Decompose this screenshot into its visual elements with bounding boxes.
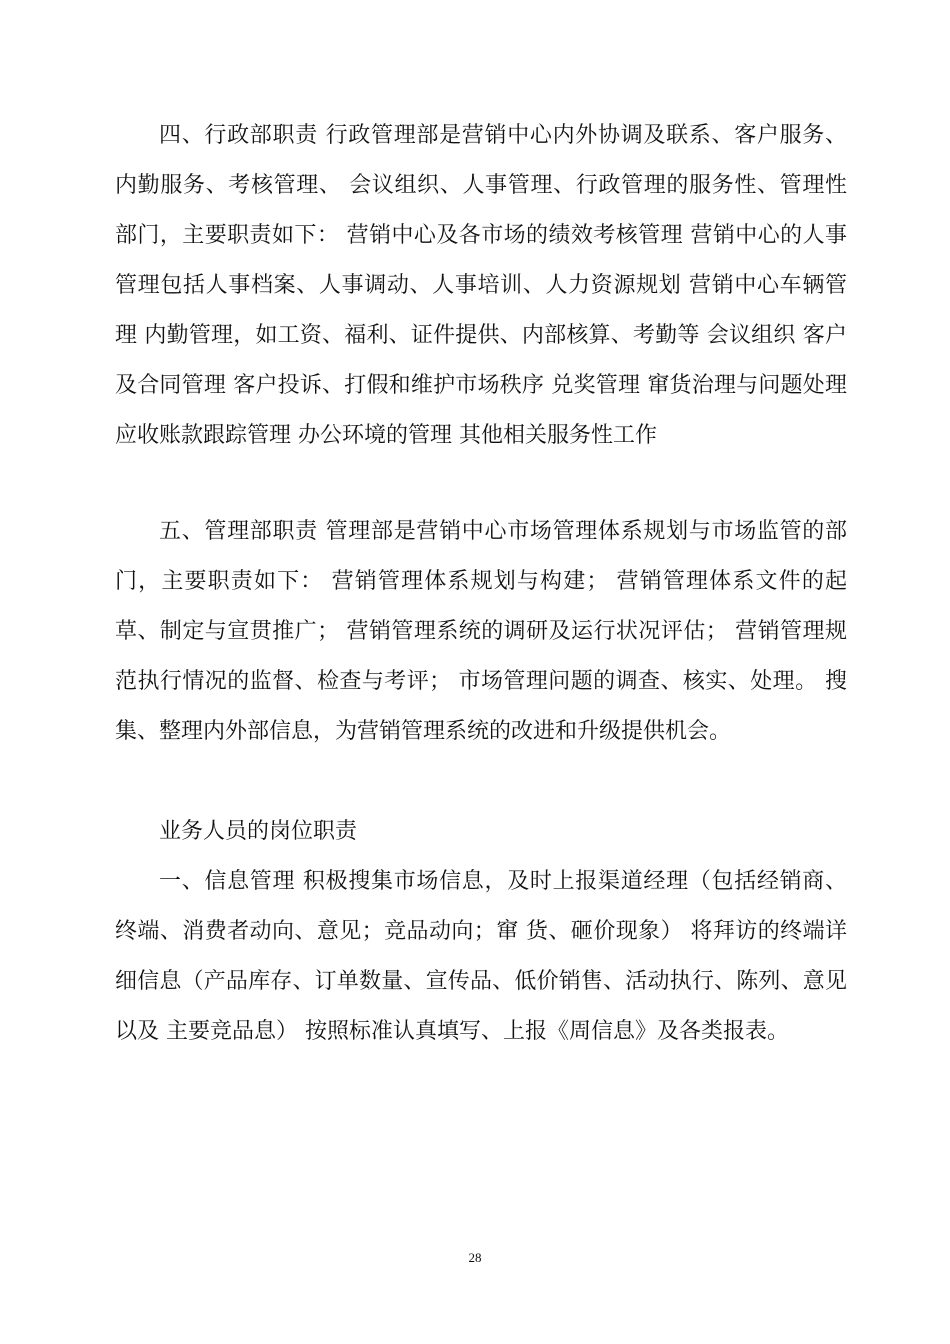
paragraph-management-department: 五、管理部职责 管理部是营销中心市场管理体系规划与市场监管的部门，主要职责如下： 营销管理体系规划与构建； 营销管理体系文件的起草、制定与宣贯推广； 营销管理系统的调研及运行状况评估； 营销管理规范执行情况的监督、检查与考评； 市场管理问题的调查、核实、处理。 搜集、整理内外部信息，为营销管理系统的改进和升级提供机会。 bbox=[115, 519, 847, 744]
section-heading: 业务人员的岗位职责 bbox=[159, 819, 358, 844]
page-number: 28 bbox=[468, 1250, 482, 1265]
paragraph-information-management: 一、信息管理 积极搜集市场信息，及时上报渠道经理（包括经销商、终端、消费者动向、意见；竞品动向；窜 货、砸价现象） 将拜访的终端详细信息（产品库存、订单数量、宣传品、低价销售、活动执行、陈列、意见以及 主要竞品息） 按照标准认真填写、上报《周信息》及各类报表。 bbox=[115, 869, 847, 1044]
paragraph-admin-department: 四、行政部职责 行政管理部是营销中心内外协调及联系、客户服务、内勤服务、考核管理、 会议组织、人事管理、行政管理的服务性、管理性部门，主要职责如下： 营销中心及各市场的绩效考核管理 营销中心的人事管理包括人事档案、人事调动、人事培训、人力资源规划 营销中心车辆管理 内勤管理，如工资、福利、证件提供、内部核算、考勤等 会议组织 客户及合同管理 客户投诉、打假和维护市场秩序 兑奖管理 窜货治理与问题处理 应收账款跟踪管理 办公环境的管理 其他相关服务性工作 bbox=[115, 123, 847, 448]
